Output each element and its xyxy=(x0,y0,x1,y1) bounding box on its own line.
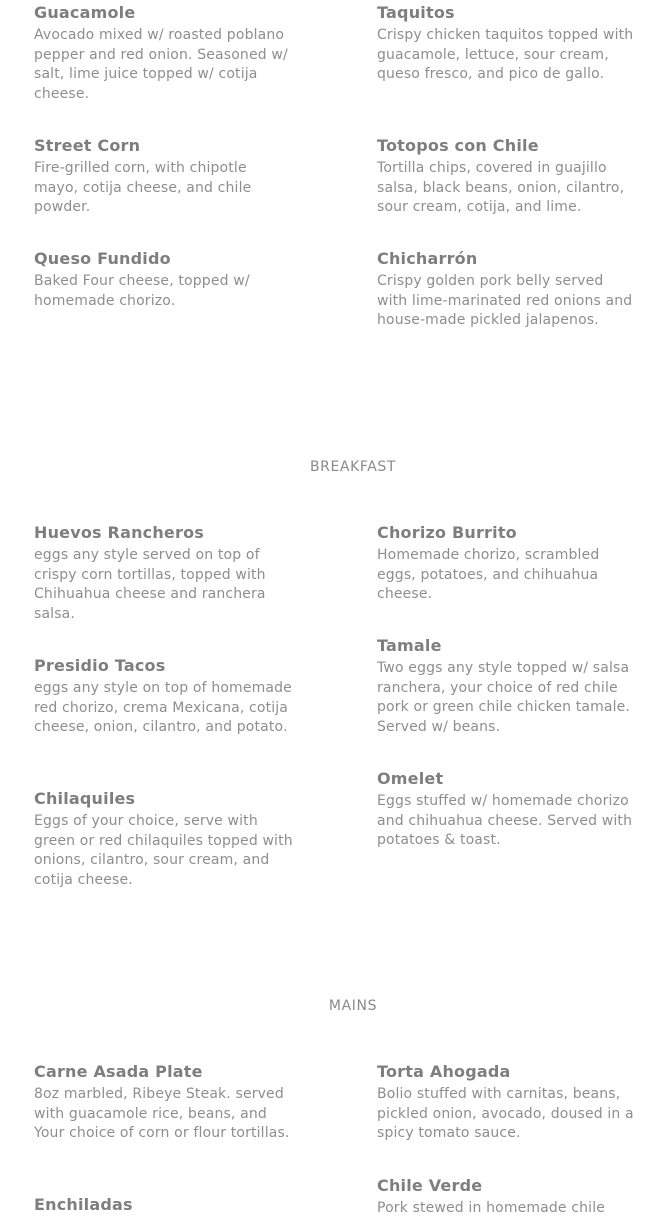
menu-item-name: Presidio Tacos xyxy=(34,656,166,675)
menu-item-name: Guacamole xyxy=(34,3,136,22)
menu-item-description: Crispy golden pork belly served with lime-marinated red onions and house-made pickled jalapenos. xyxy=(377,273,633,328)
menu-item xyxy=(377,769,637,851)
menu-item-description: eggs any style served on top of crispy corn tortillas, topped with Chihuahua cheese and ranchera salsa. xyxy=(34,547,266,622)
menu-item-name: Chilaquiles xyxy=(34,789,136,808)
menu-item xyxy=(377,136,637,218)
menu-item xyxy=(377,249,637,331)
menu-item-description: Pork stewed in homemade chile xyxy=(377,1200,606,1216)
menu-item-name: Taquitos xyxy=(377,3,455,22)
menu-item-description: 8oz marbled, Ribeye Steak. served with guacamole rice, beans, and Your choice of corn or flour tortillas. xyxy=(34,1086,290,1141)
menu-item xyxy=(377,636,637,737)
menu-item-description: Baked Four cheese, topped w/ homemade chorizo. xyxy=(34,273,250,309)
menu-item-name: Carne Asada Plate xyxy=(34,1062,203,1081)
menu-item xyxy=(377,1062,637,1144)
menu-item-name: Enchiladas xyxy=(34,1195,133,1214)
menu-item xyxy=(34,136,294,218)
menu-item-name: Chicharrón xyxy=(377,249,478,268)
menu-item xyxy=(377,3,637,85)
menu-item-description: Avocado mixed w/ roasted poblano pepper and red onion. Seasoned w/ salt, lime juice topped w/ cotija cheese. xyxy=(34,27,288,102)
menu-item-name: Street Corn xyxy=(34,136,141,155)
menu-item-description: Fire-grilled corn, with chipotle mayo, cotija cheese, and chile powder. xyxy=(34,160,252,215)
menu-item-description: Tortilla chips, covered in guajillo salsa, black beans, onion, cilantro, sour cream, cotija, and lime. xyxy=(377,160,625,215)
menu-item xyxy=(34,656,294,738)
menu-item-description: Crispy chicken taquitos topped with guacamole, lettuce, sour cream, queso fresco, and pico de gallo. xyxy=(377,27,634,82)
menu-item xyxy=(34,249,294,311)
menu-item-description: Homemade chorizo, scrambled eggs, potatoes, and chihuahua cheese. xyxy=(377,547,600,602)
menu-item-name: Tamale xyxy=(377,636,442,655)
menu-item-description: Two eggs any style topped w/ salsa ranchera, your choice of red chile pork or green chile chicken tamale. Served w/ beans. xyxy=(377,660,631,735)
menu-item xyxy=(377,523,637,605)
menu-item-name: Chile Verde xyxy=(377,1176,483,1195)
menu-item-name: Queso Fundido xyxy=(34,249,171,268)
menu-item-name: Chorizo Burrito xyxy=(377,523,517,542)
menu-item xyxy=(34,1062,294,1144)
menu-item-description: Eggs of your choice, serve with green or red chilaquiles topped with onions, cilantro, sour cream, and cotija cheese. xyxy=(34,813,293,888)
menu-item-description: Eggs stuffed w/ homemade chorizo and chihuahua cheese. Served with potatoes & toast. xyxy=(377,793,633,848)
menu-item-name: Omelet xyxy=(377,769,444,788)
menu-item xyxy=(34,523,294,624)
menu-item-name: Totopos con Chile xyxy=(377,136,539,155)
menu-item xyxy=(34,789,294,890)
menu-item xyxy=(34,1195,294,1218)
menu-item xyxy=(377,1176,637,1219)
menu-item-name: Huevos Rancheros xyxy=(34,523,204,542)
menu-item xyxy=(34,3,294,104)
menu-item-description: eggs any style on top of homemade red chorizo, crema Mexicana, cotija cheese, onion, cilantro, and potato. xyxy=(34,680,292,735)
menu-item-name: Torta Ahogada xyxy=(377,1062,511,1081)
section-title-breakfast: BREAKFAST xyxy=(309,459,397,475)
menu-item-description: Bolio stuffed with carnitas, beans, pickled onion, avocado, doused in a spicy tomato sauce. xyxy=(377,1086,634,1141)
section-title-mains: MAINS xyxy=(328,998,378,1014)
